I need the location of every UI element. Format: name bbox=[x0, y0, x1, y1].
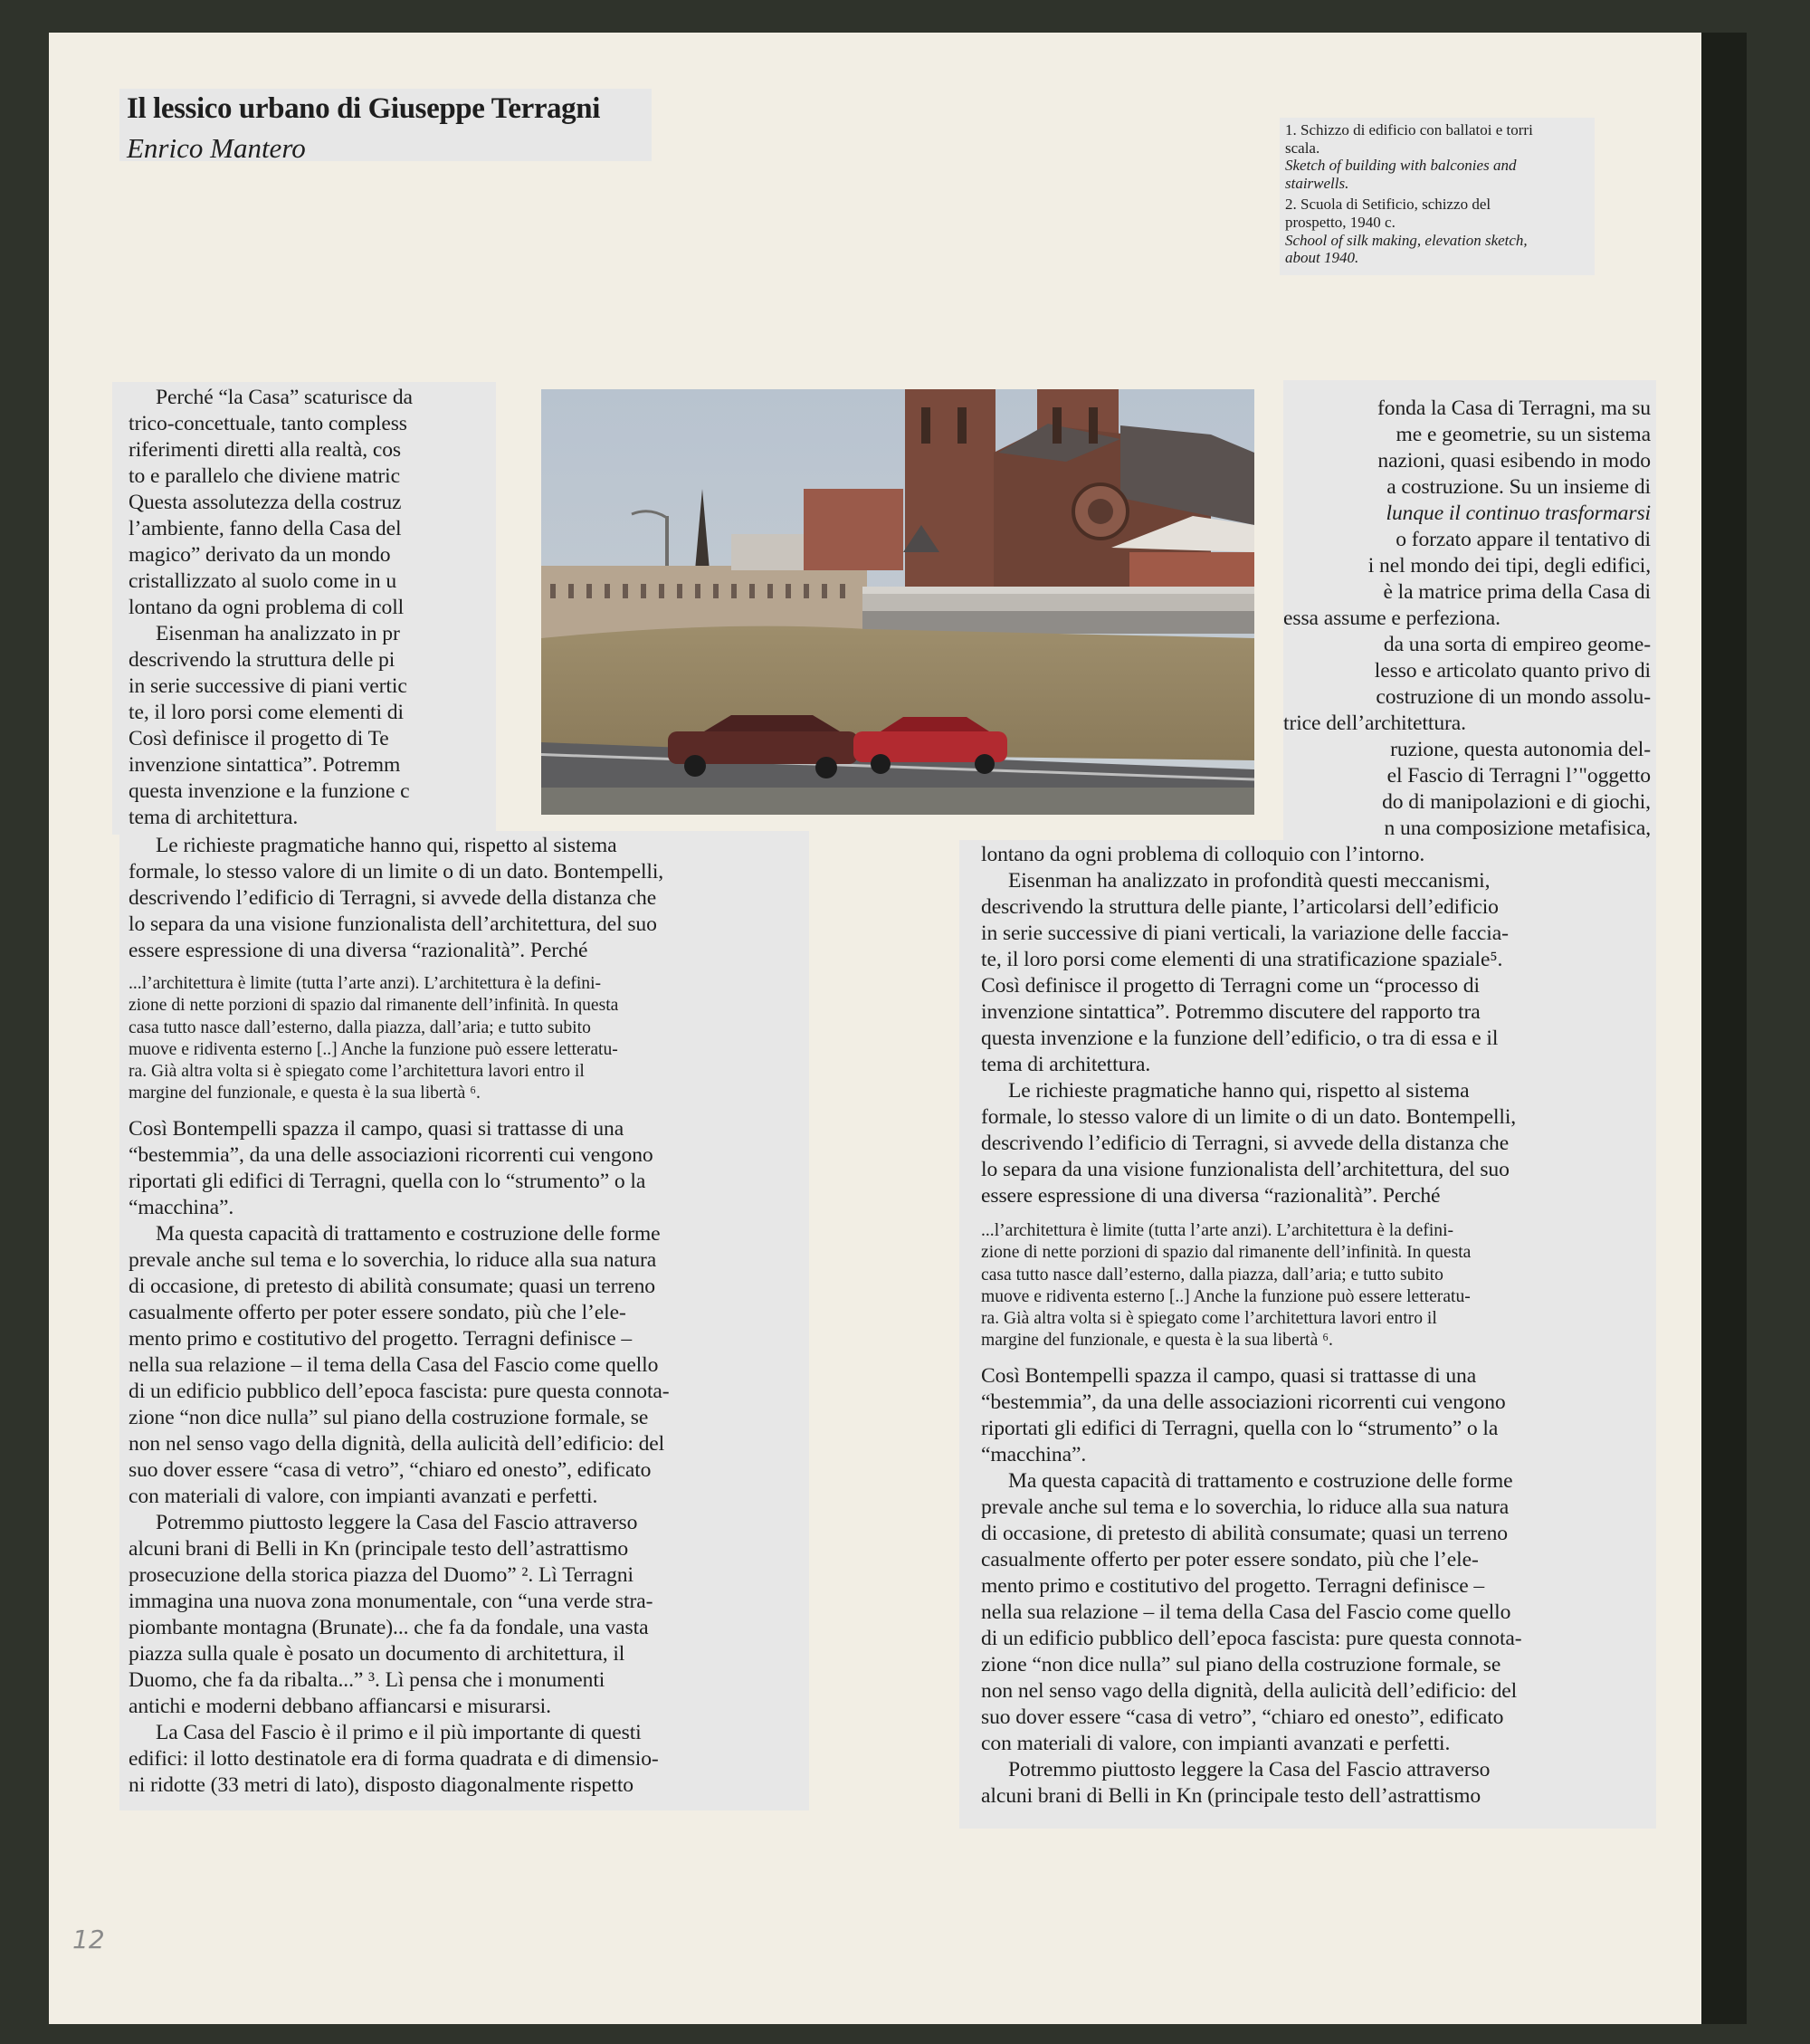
text-line: essa assume e perfeziona. bbox=[1283, 607, 1500, 630]
text-line: questa invenzione e la funzione dell’edificio, o tra di essa e il bbox=[981, 1027, 1499, 1050]
text-line: me e geometrie, su un sistema bbox=[1396, 423, 1651, 446]
text-line: costruzione di un mondo assolu- bbox=[1376, 685, 1651, 709]
text-line: n una composizione metafisica, bbox=[1384, 817, 1651, 840]
text-line: lo separa da una visione funzionalista dell’architettura, del suo bbox=[129, 912, 657, 936]
text-line: Ma questa capacità di trattamento e costruzione delle forme bbox=[156, 1221, 661, 1246]
text-line: nella sua relazione – il tema della Casa del Fascio come quello bbox=[129, 1352, 659, 1377]
caption-line-en: stairwells. bbox=[1285, 174, 1349, 192]
text-line: in serie successive di piani vertic bbox=[129, 674, 407, 698]
article-title: Il lessico urbano di Giuseppe Terragni bbox=[127, 92, 600, 125]
text-line: suo dover essere “casa di vetro”, “chiaro ed onesto”, edificato bbox=[129, 1457, 652, 1482]
column-top-left bbox=[129, 385, 492, 831]
text-line: riportati gli edifici di Terragni, quella con lo “strumento” o la bbox=[981, 1416, 1499, 1440]
text-line: piombante montagna (Brunate)... che fa da fondale, una vasta bbox=[129, 1615, 649, 1639]
caption-line: prospetto, 1940 c. bbox=[1285, 213, 1396, 231]
text-line: te, il loro porsi come elementi di bbox=[129, 701, 404, 724]
quote-line: muove e ridiventa esterno [..] Anche la funzione può essere letteratu- bbox=[129, 1039, 618, 1059]
text-line: formale, lo stesso valore di un limite o di un dato. Bontempelli, bbox=[981, 1105, 1517, 1129]
text-line: essere espressione di una diversa “razionalità”. Perché bbox=[129, 939, 588, 962]
text-line: Questa assolutezza della costruz bbox=[129, 491, 402, 514]
text-line: l’ambiente, fanno della Casa del bbox=[129, 517, 402, 540]
text-line: con materiali di valore, con impianti avanzati e perfetti. bbox=[129, 1484, 598, 1508]
text-line: piazza sulla quale è posato un documento di architettura, il bbox=[129, 1641, 625, 1666]
text-line: Eisenman ha analizzato in pr bbox=[156, 622, 400, 645]
quote-line: casa tutto nasce dall’esterno, dalla piazza, dall’aria; e tutto subito bbox=[129, 1017, 591, 1037]
text-line: descrivendo l’edificio di Terragni, si avvede della distanza che bbox=[129, 886, 657, 910]
text-line: di un edificio pubblico dell’epoca fascista: pure questa connota- bbox=[981, 1626, 1522, 1650]
quote-line: margine del funzionale, e questa è la sua libertà ⁶. bbox=[981, 1331, 1333, 1351]
text-line: da una sorta di empireo geome- bbox=[1383, 633, 1651, 656]
text-line: lontano da ogni problema di coll bbox=[129, 596, 405, 619]
text-line: i nel mondo dei tipi, degli edifici, bbox=[1367, 554, 1651, 578]
text-line: descrivendo la struttura delle pi bbox=[129, 648, 395, 672]
caption-line: 1. Schizzo di edificio con ballatoi e torri bbox=[1285, 121, 1533, 138]
text-line: in serie successive di piani verticali, la variazione delle faccia- bbox=[981, 922, 1509, 945]
text-line: “bestemmia”, da una delle associazioni ricorrenti cui vengono bbox=[981, 1390, 1506, 1414]
text-line: edifici: il lotto destinatole era di forma quadrata e di dimensio- bbox=[129, 1746, 659, 1771]
column-left-lower bbox=[129, 833, 805, 1799]
text-line: Così Bontempelli spazza il campo, quasi si trattasse di una bbox=[129, 1116, 624, 1141]
page-number: 12 bbox=[72, 1925, 105, 1954]
text-line: el Fascio di Terragni l’"oggetto bbox=[1386, 764, 1651, 788]
text-line: alcuni brani di Belli in Kn (principale testo dell’astrattismo bbox=[981, 1783, 1481, 1808]
text-line: Così Bontempelli spazza il campo, quasi si trattasse di una bbox=[981, 1363, 1477, 1388]
text-line: invenzione sintattica”. Potremmo discutere del rapporto tra bbox=[981, 1000, 1481, 1024]
text-line: Perché “la Casa” scaturisce da bbox=[156, 386, 413, 409]
text-line: lunque il continuo trasformarsi bbox=[1386, 501, 1651, 525]
text-line: suo dover essere “casa di vetro”, “chiaro ed onesto”, edificato bbox=[981, 1705, 1504, 1729]
text-line: formale, lo stesso valore di un limite o di un dato. Bontempelli, bbox=[129, 860, 664, 884]
text-line: lesso e articolato quanto privo di bbox=[1374, 659, 1651, 683]
text-line: o forzato appare il tentativo di bbox=[1396, 528, 1651, 551]
text-line: “bestemmia”, da una delle associazioni ricorrenti cui vengono bbox=[129, 1142, 653, 1167]
quote-line: margine del funzionale, e questa è la sua libertà ⁶. bbox=[129, 1084, 481, 1103]
text-line: Così definisce il progetto di Terragni come un “processo di bbox=[981, 974, 1480, 998]
text-line: essere espressione di una diversa “razionalità”. Perché bbox=[981, 1184, 1441, 1208]
text-line: mento primo e costitutivo del progetto. Terragni definisce – bbox=[981, 1573, 1485, 1598]
text-line: zione “non dice nulla” sul piano della costruzione formale, se bbox=[981, 1652, 1501, 1676]
text-line: immagina una nuova zona monumentale, con “una verde stra- bbox=[129, 1589, 653, 1613]
text-line: fonda la Casa di Terragni, ma su bbox=[1377, 396, 1651, 420]
quote-line: ...l’architettura è limite (tutta l’arte anzi). L’architettura è la defini- bbox=[129, 974, 602, 993]
text-line: prevale anche sul tema e lo soverchia, lo riduce alla sua natura bbox=[981, 1495, 1510, 1519]
text-line: di un edificio pubblico dell’epoca fascista: pure questa connota- bbox=[129, 1379, 670, 1403]
text-line: non nel senso vago della dignità, della aulicità dell’edificio: del bbox=[981, 1678, 1518, 1703]
quote-line: casa tutto nasce dall’esterno, dalla piazza, dall’aria; e tutto subito bbox=[981, 1265, 1443, 1285]
quote-line: muove e ridiventa esterno [..] Anche la funzione può essere letteratu- bbox=[981, 1286, 1471, 1306]
text-line: di occasione, di pretesto di abilità consumate; quasi un terreno bbox=[129, 1274, 655, 1298]
quote-line: ...l’architettura è limite (tutta l’arte anzi). L’architettura è la defini- bbox=[981, 1221, 1454, 1240]
text-line: to e parallelo che diviene matric bbox=[129, 464, 400, 488]
caption-line: 2. Scuola di Setificio, schizzo del bbox=[1285, 196, 1491, 214]
text-line: con materiali di valore, con impianti avanzati e perfetti. bbox=[981, 1731, 1451, 1755]
article-author: Enrico Mantero bbox=[127, 132, 306, 164]
text-line: magico” derivato da un mondo bbox=[129, 543, 391, 567]
text-line: Duomo, che fa da ribalta...” ³. Lì pensa che i monumenti bbox=[129, 1667, 605, 1692]
text-line: alcuni brani di Belli in Kn (principale testo dell’astrattismo bbox=[129, 1536, 629, 1561]
figure-captions bbox=[1280, 118, 1595, 275]
text-line: Ma questa capacità di trattamento e costruzione delle forme bbox=[1008, 1468, 1513, 1493]
text-line: Le richieste pragmatiche hanno qui, rispetto al sistema bbox=[156, 834, 617, 857]
text-line: trice dell’architettura. bbox=[1283, 712, 1466, 735]
block-quote bbox=[981, 1220, 1653, 1352]
text-line: ni ridotte (33 metri di lato), disposto diagonalmente rispetto bbox=[129, 1772, 634, 1797]
text-line: a costruzione. Su un insieme di bbox=[1386, 475, 1651, 499]
quote-line: zione di nette porzioni di spazio dal rimanente dell’infinità. In questa bbox=[981, 1243, 1472, 1263]
text-line: tema di architettura. bbox=[981, 1053, 1151, 1076]
caption-line-en: Sketch of building with balconies and bbox=[1285, 157, 1517, 175]
street-photo bbox=[541, 389, 1254, 815]
block-quote bbox=[129, 973, 805, 1105]
text-line: non nel senso vago della dignità, della aulicità dell’edificio: del bbox=[129, 1431, 665, 1456]
text-line: La Casa del Fascio è il primo e il più importante di questi bbox=[156, 1720, 642, 1744]
text-line: Potremmo piuttosto leggere la Casa del Fascio attraverso bbox=[1008, 1757, 1491, 1781]
text-line: riferimenti diretti alla realtà, cos bbox=[129, 438, 402, 462]
text-line: Così definisce il progetto di Te bbox=[129, 727, 389, 750]
text-line: “macchina”. bbox=[981, 1442, 1087, 1466]
text-line: nazioni, quasi esibendo in modo bbox=[1377, 449, 1651, 473]
text-line: prevale anche sul tema e lo soverchia, lo riduce alla sua natura bbox=[129, 1247, 657, 1272]
text-line: casualmente offerto per poter essere sondato, più che l’ele- bbox=[129, 1300, 626, 1324]
text-line: riportati gli edifici di Terragni, quella con lo “strumento” o la bbox=[129, 1169, 646, 1193]
text-line: Eisenman ha analizzato in profondità questi meccanismi, bbox=[1008, 869, 1491, 893]
caption-line-en: about 1940. bbox=[1285, 249, 1359, 267]
text-line: lo separa da una visione funzionalista dell’architettura, del suo bbox=[981, 1158, 1510, 1181]
text-line: “macchina”. bbox=[129, 1195, 234, 1219]
text-line: lontano da ogni problema di colloquio con l’intorno. bbox=[981, 843, 1425, 866]
text-line: tema di architettura. bbox=[129, 806, 299, 829]
text-line: descrivendo l’edificio di Terragni, si avvede della distanza che bbox=[981, 1132, 1510, 1155]
text-line: antichi e moderni debbano affiancarsi e misurarsi. bbox=[129, 1694, 551, 1718]
board-shadow bbox=[1701, 33, 1747, 2024]
text-line: casualmente offerto per poter essere sondato, più che l’ele- bbox=[981, 1547, 1479, 1571]
text-line: questa invenzione e la funzione c bbox=[129, 779, 410, 803]
text-line: invenzione sintattica”. Potremm bbox=[129, 753, 401, 777]
quote-line: zione di nette porzioni di spazio dal rimanente dell’infinità. In questa bbox=[129, 996, 619, 1016]
text-line: descrivendo la struttura delle piante, l’articolarsi dell’edificio bbox=[981, 895, 1499, 919]
text-line: trico-concettuale, tanto compless bbox=[129, 412, 407, 435]
text-line: ruzione, questa autonomia del- bbox=[1390, 738, 1651, 761]
text-line: nella sua relazione – il tema della Casa del Fascio come quello bbox=[981, 1600, 1511, 1624]
column-right-lower bbox=[981, 842, 1653, 1810]
text-line: zione “non dice nulla” sul piano della costruzione formale, se bbox=[129, 1405, 649, 1429]
text-line: Le richieste pragmatiche hanno qui, rispetto al sistema bbox=[1008, 1079, 1470, 1103]
text-line: è la matrice prima della Casa di bbox=[1383, 580, 1651, 604]
quote-line: ra. Già altra volta si è spiegato come l’architettura lavori entro il bbox=[981, 1309, 1437, 1329]
text-line: te, il loro porsi come elementi di una stratificazione spaziale⁵. bbox=[981, 948, 1503, 971]
text-line: do di manipolazioni e di giochi, bbox=[1382, 790, 1651, 814]
quote-line: ra. Già altra volta si è spiegato come l’architettura lavori entro il bbox=[129, 1062, 585, 1082]
text-line: di occasione, di pretesto di abilità consumate; quasi un terreno bbox=[981, 1521, 1508, 1545]
text-line: mento primo e costitutivo del progetto. Terragni definisce – bbox=[129, 1326, 633, 1351]
text-line: Potremmo piuttosto leggere la Casa del Fascio attraverso bbox=[156, 1510, 638, 1534]
text-line: cristallizzato al suolo come in u bbox=[129, 569, 397, 593]
caption-line: scala. bbox=[1285, 138, 1320, 157]
text-line: prosecuzione della storica piazza del Duomo” ². Lì Terragni bbox=[129, 1562, 634, 1587]
column-top-right bbox=[1283, 396, 1651, 842]
caption-line-en: School of silk making, elevation sketch, bbox=[1285, 231, 1528, 249]
